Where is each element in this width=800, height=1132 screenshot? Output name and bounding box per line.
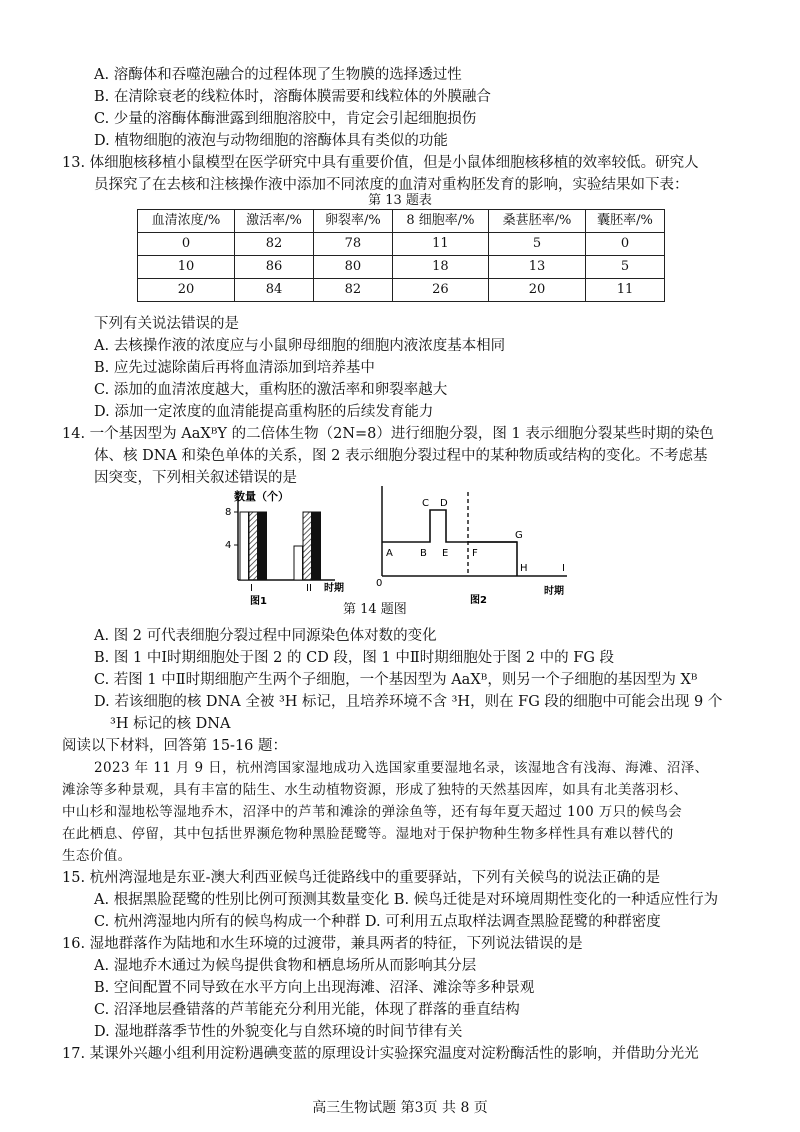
table-cell: 86 — [235, 256, 314, 279]
q13-option-a: A. 去核操作液的浓度应与小鼠卵母细胞的细胞内液浓度基本相同 — [94, 338, 506, 354]
q12-option-a: A. 溶酶体和吞噬泡融合的过程体现了生物膜的选择透过性 — [94, 67, 462, 83]
q13-option-c: C. 添加的血清浓度越大，重构胚的激活率和卵裂率越大 — [94, 382, 448, 398]
q14-option-b: B. 图 1 中Ⅰ时期细胞处于图 2 的 CD 段，图 1 中Ⅱ时期细胞处于图 2 中的 FG 段 — [94, 650, 615, 666]
q14-stem-line2: 体、核 DNA 和染色单体的关系，图 2 表示细胞分裂过程中的某种物质或结构的变化。不考虑基 — [94, 448, 708, 464]
fig1-bar-chart — [220, 488, 360, 606]
q12-option-b: B. 在清除衰老的线粒体时，溶酶体膜需要和线粒体的外膜融合 — [94, 89, 491, 105]
fig2-label-f: F — [472, 548, 478, 559]
q14-option-c: C. 若图 1 中Ⅱ时期细胞产生两个子细胞，一个基因型为 AaXᴮ，则另一个子细胞的基因型为 Xᴮ — [94, 672, 698, 688]
fig1-category-2: II — [306, 583, 312, 594]
fig2-caption: 图2 — [470, 595, 487, 606]
table-header-cell: 激活率/% — [235, 210, 314, 233]
q13-stem-line2: 员探究了在去核和注核操作液中添加不同浓度的血清对重构胚发育的影响，实验结果如下表： — [94, 177, 689, 193]
q16-option-d: D. 湿地群落季节性的外貌变化与自然环境的时间节律有关 — [94, 1024, 463, 1040]
page-footer: 高三生物试题 第3页 共 8 页 — [312, 1100, 488, 1116]
table-row — [138, 256, 665, 279]
fig2-label-d: D — [440, 498, 448, 509]
table-cell: 26 — [392, 279, 488, 302]
table-header-cell: 卵裂率/% — [313, 210, 392, 233]
fig2-label-b: B — [420, 548, 427, 559]
fig1-bar-II-3 — [312, 512, 321, 580]
table-row — [138, 279, 665, 302]
table-cell: 0 — [138, 233, 235, 256]
fig1-ytick-4: 4 — [225, 540, 232, 551]
table-cell: 20 — [489, 279, 586, 302]
fig2-label-h: H — [520, 563, 528, 574]
q14-option-d: D. 若该细胞的核 DNA 全被 ³H 标记，且培养环境不含 ³H，则在 FG 段的细胞中可能会出现 9 个 — [94, 694, 723, 710]
q14-stem-line3: 因突变，下列相关叙述错误的是 — [94, 470, 297, 486]
fig1-bar-II-2 — [303, 512, 312, 580]
table-header-cell: 桑葚胚率/% — [489, 210, 586, 233]
q15-stem: 15. 杭州湾湿地是东亚-澳大利西亚候鸟迁徙路线中的重要驿站，下列有关候鸟的说法正确的是 — [62, 870, 661, 886]
table-cell: 20 — [138, 279, 235, 302]
reading-line: 2023 年 11 月 9 日，杭州湾国家湿地成功入选国家重要湿地名录，该湿地含有浅海、海滩、沼泽、 — [94, 760, 709, 776]
q14-stem-line1: 14. 一个基因型为 AaXᴮY 的二倍体生物（2N=8）进行细胞分裂，图 1 表示细胞分裂某些时期的染色 — [62, 426, 714, 442]
fig2-label-e: E — [442, 548, 449, 559]
fig1-caption: 图1 — [250, 596, 267, 606]
fig1-bar-I-1 — [240, 512, 249, 580]
fig2-label-i: I — [562, 563, 565, 574]
fig1-ytick-8: 8 — [225, 507, 232, 518]
q13-table-caption: 第 13 题表 — [368, 193, 432, 208]
fig2-label-c: C — [422, 498, 429, 509]
q12-option-c: C. 少量的溶酶体酶泄露到细胞溶胶中，肯定会引起细胞损伤 — [94, 111, 477, 127]
table-row — [138, 233, 665, 256]
table-cell: 80 — [313, 256, 392, 279]
fig2-label-a: A — [386, 548, 393, 559]
reading-line: 滩涂等多种景观，具有丰富的陆生、水生动植物资源，形成了独特的天然基因库，如具有北美落羽杉、 — [62, 782, 688, 798]
q17-stem: 17. 某课外兴趣小组利用淀粉遇碘变蓝的原理设计实验探究温度对淀粉酶活性的影响，并借助分光光 — [62, 1046, 699, 1062]
fig1-bar-I-2 — [249, 512, 258, 580]
table-cell: 5 — [489, 233, 586, 256]
q16-option-b: B. 空间配置不同导致在水平方向上出现海滩、沼泽、滩涂等多种景观 — [94, 980, 535, 996]
fig2-label-g: G — [515, 530, 523, 541]
table-cell: 5 — [586, 256, 665, 279]
reading-line: 生态价值。 — [62, 848, 132, 864]
table-cell: 82 — [235, 233, 314, 256]
q15-options-cd: C. 杭州湾湿地内所有的候鸟构成一个种群 D. 可利用五点取样法调查黑脸琵鹭的种群密度 — [94, 914, 661, 930]
q16-option-a: A. 湿地乔木通过为候鸟提供食物和栖息场所从而影响其分层 — [94, 958, 477, 974]
table-header-cell: 血清浓度/% — [138, 210, 235, 233]
q13-table — [137, 209, 665, 302]
reading-intro: 阅读以下材料，回答第 15-16 题： — [62, 738, 288, 754]
q16-option-c: C. 沼泽地层叠错落的芦苇能充分利用光能，体现了群落的垂直结构 — [94, 1002, 520, 1018]
fig1-category-1: I — [250, 583, 253, 594]
q14-option-a: A. 图 2 可代表细胞分裂过程中同源染色体对数的变化 — [94, 628, 437, 644]
fig2-xlabel: 时期 — [544, 586, 564, 597]
table-cell: 78 — [313, 233, 392, 256]
table-cell: 0 — [586, 233, 665, 256]
reading-line: 在此栖息、停留，其中包括世界濒危物种黑脸琵鹭等。湿地对于保护物种生物多样性具有难以替代的 — [62, 826, 674, 842]
q12-option-d: D. 植物细胞的液泡与动物细胞的溶酶体具有类似的功能 — [94, 133, 448, 149]
table-header-cell: 囊胚率/% — [586, 210, 665, 233]
table-header-row — [138, 210, 665, 233]
fig1-bar-II-1 — [294, 546, 303, 580]
fig1-xlabel: 时期 — [324, 583, 344, 594]
fig2-origin: 0 — [376, 578, 383, 589]
reading-line: 中山杉和湿地松等湿地乔木，沼泽中的芦苇和滩涂的弹涂鱼等，还有每年夏天超过 100 万只的候鸟会 — [62, 804, 683, 820]
table-cell: 82 — [313, 279, 392, 302]
fig1-bar-I-3 — [258, 512, 267, 580]
table-cell: 11 — [392, 233, 488, 256]
fig2-line-chart — [372, 478, 592, 608]
table-header-cell: 8 细胞率/% — [392, 210, 488, 233]
q14-fig-caption: 第 14 题图 — [343, 602, 407, 617]
table-cell: 84 — [235, 279, 314, 302]
q14-option-d-cont: ³H 标记的核 DNA — [110, 716, 231, 732]
q15-options-ab: A. 根据黑脸琵鹭的性别比例可预测其数量变化 B. 候鸟迁徙是对环境周期性变化的一种适应性行为 — [94, 892, 719, 908]
table-cell: 11 — [586, 279, 665, 302]
table-cell: 13 — [489, 256, 586, 279]
q13-option-d: D. 添加一定浓度的血清能提高重构胚的后续发育能力 — [94, 404, 434, 420]
fig1-ylabel: 数量（个） — [234, 490, 289, 503]
q13-question: 下列有关说法错误的是 — [94, 316, 239, 332]
q16-stem: 16. 湿地群落作为陆地和水生环境的过渡带，兼具两者的特征，下列说法错误的是 — [62, 936, 583, 952]
q13-stem-line1: 13. 体细胞核移植小鼠模型在医学研究中具有重要价值，但是小鼠体细胞核移植的效率较低。研究人 — [62, 155, 699, 171]
table-cell: 10 — [138, 256, 235, 279]
table-cell: 18 — [392, 256, 488, 279]
fig2-curve — [382, 510, 517, 576]
q13-option-b: B. 应先过滤除菌后再将血清添加到培养基中 — [94, 360, 375, 376]
